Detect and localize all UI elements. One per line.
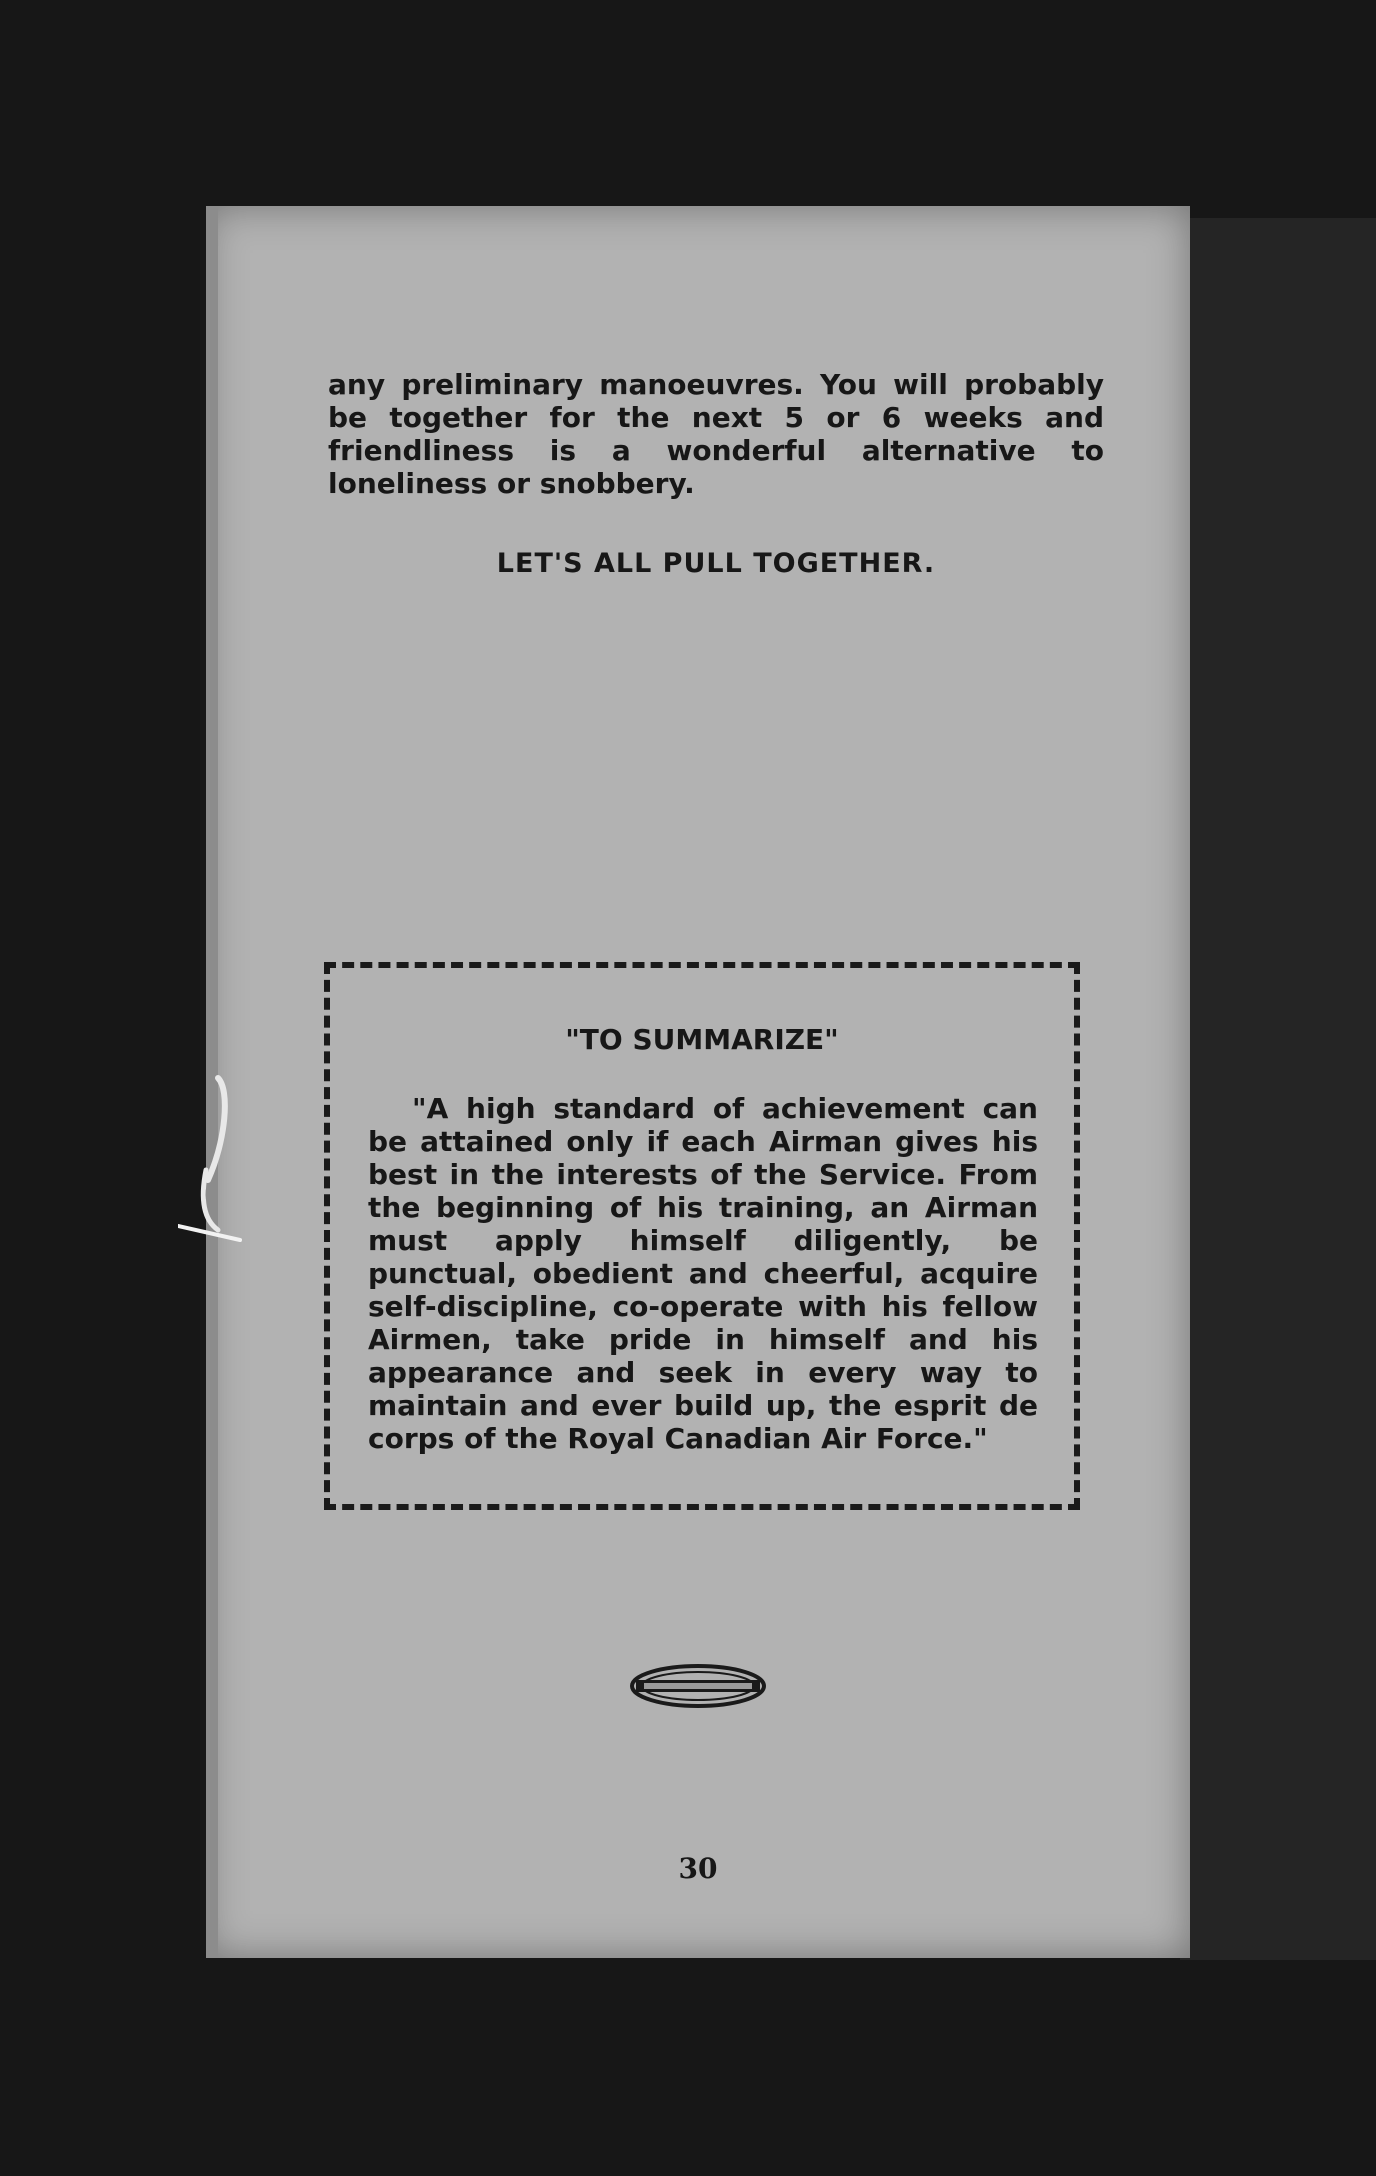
union-label-emblem-icon [628, 1662, 768, 1710]
summary-box [324, 962, 1080, 1510]
intro-paragraph: any preliminary manoeuvres. You will probably be together for the next 5 or 6 weeks and friendliness is a wonderful alternative to loneliness or snobbery. [328, 368, 1104, 500]
page-number: 30 [678, 1852, 718, 1885]
summary-quote: "A high standard of achievement can be attained only if each Airman gives his best in the interests of the Service. From the beginning of his training, an Airman must apply himself diligently, be punctual, obedient and cheerful, acquire self-discipline, co-operate with his fellow Airmen, take pride in himself and his appearance and seek in every way to maintain and ever build up, the esprit de corps of the Royal Canadian Air Force." [368, 1092, 1038, 1455]
summary-title: "TO SUMMARIZE" [565, 1023, 839, 1056]
slogan-heading: LET'S ALL PULL TOGETHER. [496, 548, 936, 579]
book-page [206, 206, 1190, 1958]
binding-shadow [1180, 218, 1376, 1960]
pen-clip-icon [178, 1070, 248, 1270]
